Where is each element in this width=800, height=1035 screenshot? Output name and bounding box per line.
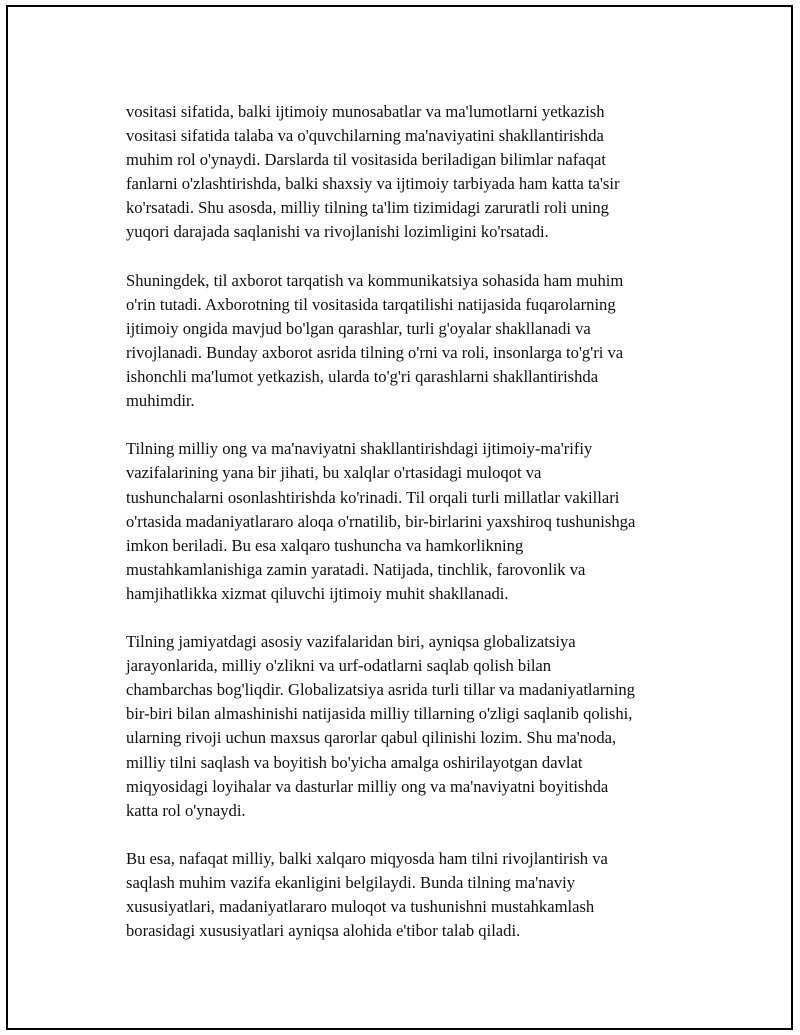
text-line: yuqori darajada saqlanishi va rivojlanishi lozimligini ko'rsatadi. xyxy=(126,222,549,242)
text-line: vositasi sifatida talaba va o'quvchilarning ma'naviyatini shakllantirishda xyxy=(126,126,604,146)
text-line: o'rtasida madaniyatlararo aloqa o'rnatilib, bir-birlarini yaxshiroq tushunishga xyxy=(126,511,636,531)
text-line: tushunchalarni osonlashtirishda ko'rinadi. Til orqali turli millatlar vakillari xyxy=(126,487,620,507)
text-line: vositasi sifatida, balki ijtimoiy munosabatlar va ma'lumotlarni yetkazish xyxy=(126,102,605,121)
text-line: muhimdir. xyxy=(126,391,195,411)
text-line: bir-biri bilan almashinishi natijasida milliy tillarning o'zligi saqlanib qolishi, xyxy=(126,704,633,724)
text-line: Tilning jamiyatdagi asosiy vazifalaridan biri, ayniqsa globalizatsiya xyxy=(126,632,576,652)
paragraph-1 xyxy=(126,100,706,245)
text-line: o'rin tutadi. Axborotning til vositasida tarqatilishi natijasida fuqarolarning xyxy=(126,294,616,314)
paragraph-2 xyxy=(126,269,706,414)
text-line: borasidagi xususiyatlari ayniqsa alohida e'tibor talab qiladi. xyxy=(126,921,521,941)
paragraph-5 xyxy=(126,847,706,943)
text-line: rivojlanadi. Bunday axborot asrida tilning o'rni va roli, insonlarga to'g'ri va xyxy=(126,342,624,362)
text-line: imkon beriladi. Bu esa xalqaro tushuncha va hamkorlikning xyxy=(126,535,524,555)
text-line: xususiyatlari, madaniyatlararo muloqot va tushunishni mustahkamlash xyxy=(126,897,595,917)
text-line: saqlash muhim vazifa ekanligini belgilaydi. Bunda tilning ma'naviy xyxy=(126,873,576,892)
paragraph-3 xyxy=(126,437,706,606)
text-line: katta rol o'ynaydi. xyxy=(126,800,246,820)
text-line: Shuningdek, til axborot tarqatish va kommunikatsiya sohasida ham muhim xyxy=(126,270,624,290)
text-line: hamjihatlikka xizmat qiluvchi ijtimoiy muhit shakllanadi. xyxy=(126,583,509,603)
text-line: ijtimoiy ongida mavjud bo'lgan qarashlar, turli g'oyalar shakllanadi va xyxy=(126,318,591,338)
text-line: ko'rsatadi. Shu asosda, milliy tilning ta'lim tizimidagi zaruratli roli uning xyxy=(126,198,609,218)
text-line: vazifalarining yana bir jihati, bu xalqlar o'rtasidagi muloqot va xyxy=(126,463,542,483)
text-line: Tilning milliy ong va ma'naviyatni shakllantirishdagi ijtimoiy-ma'rifiy xyxy=(126,439,593,459)
text-line: fanlarni o'zlashtirishda, balki shaxsiy va ijtimoiy tarbiyada ham katta ta'sir xyxy=(126,174,620,194)
text-line: ularning rivoji uchun maxsus qarorlar qabul qilinishi lozim. Shu ma'noda, xyxy=(126,728,617,748)
page-frame xyxy=(6,5,793,1030)
text-line: Bu esa, nafaqat milliy, balki xalqaro miqyosda ham tilni rivojlantirish va xyxy=(126,848,608,868)
text-line: chambarchas bog'liqdir. Globalizatsiya asrida turli tillar va madaniyatlarning xyxy=(126,680,635,700)
text-line: mustahkamlanishiga zamin yaratadi. Natijada, tinchlik, farovonlik va xyxy=(126,559,586,579)
text-line: jarayonlarida, milliy o'zlikni va urf-odatlarni saqlab qolish bilan xyxy=(126,656,552,676)
text-line: muhim rol o'ynaydi. Darslarda til vositasida beriladigan bilimlar nafaqat xyxy=(126,150,606,170)
paragraph-4 xyxy=(126,630,706,823)
text-line: miqyosidagi loyihalar va dasturlar milliy ong va ma'naviyatni boyitishda xyxy=(126,776,609,796)
text-line: milliy tilni saqlash va boyitish bo'yicha amalga oshirilayotgan davlat xyxy=(126,752,583,772)
text-line: ishonchli ma'lumot yetkazish, ularda to'g'ri qarashlarni shakllantirishda xyxy=(126,367,599,387)
document-body xyxy=(126,100,706,967)
